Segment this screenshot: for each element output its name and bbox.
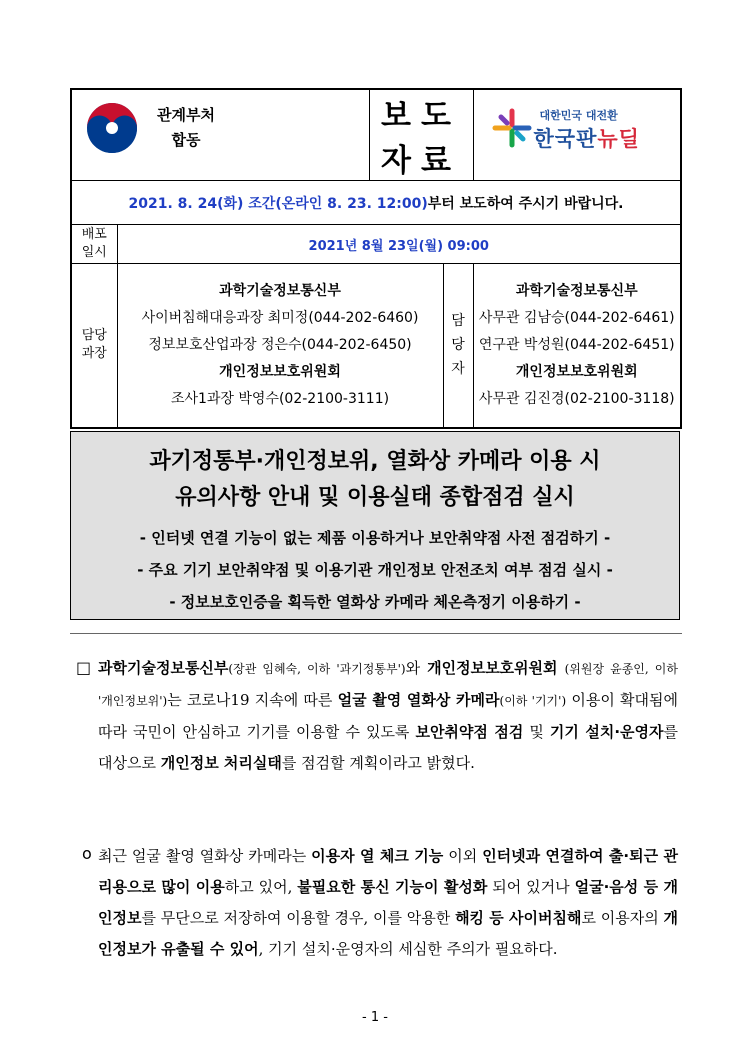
government-emblem-icon — [86, 102, 138, 154]
staff-label — [443, 264, 473, 428]
brand-name-part2: 뉴딜 — [597, 127, 640, 151]
staff-list — [473, 264, 681, 428]
text-run: 해킹 등 사이버침해 — [455, 909, 582, 927]
new-deal-brand — [473, 89, 681, 181]
staff-label-char: 자 — [451, 361, 465, 378]
page-number: - 1 - — [362, 1010, 388, 1025]
text-run: 이용자 열 체크 기능 — [311, 847, 444, 865]
text-run: 이외 — [443, 847, 483, 865]
text-run: 되어 있거나 — [487, 878, 575, 896]
brand-name-part1: 한국판 — [533, 127, 598, 151]
staff-entry: 사무관 김진경(02-2100-3118) — [478, 390, 675, 407]
document-title: 보도자료 — [369, 89, 473, 181]
staff-entry: 사무관 김남승(044-202-6461) — [478, 309, 675, 326]
managers-label-line2: 과장 — [81, 346, 107, 362]
text-run: 는 코로나19 지속에 따른 — [167, 691, 338, 709]
dept-line1: 관계부처 — [157, 106, 215, 124]
text-run: 개인정보 처리실태 — [160, 754, 282, 772]
embargo-notice — [71, 181, 681, 225]
text-run: 개인정보가 유출될 수 있어 — [98, 909, 678, 958]
headline-title-line1: 과기정통부·개인정보위, 열화상 카메라 이용 시 — [149, 449, 601, 474]
text-run: (위원장 윤종인, 이하 '개인정보위') — [98, 662, 678, 708]
text-run: (장관 임혜숙, 이하 '과기정통부') — [228, 662, 406, 676]
dept-line2: 합동 — [171, 131, 201, 149]
section-divider — [70, 633, 682, 634]
managers-list — [117, 264, 443, 428]
brand-tagline: 대한민국 대전환 — [539, 109, 618, 122]
header-table — [70, 88, 682, 429]
text-run: 이용이 확대됨에 따라 국민이 안심하고 기기를 이용할 수 있도록 — [98, 691, 678, 741]
circle-bullet-icon: o — [82, 844, 92, 863]
text-run: (이하 '기기') — [499, 694, 567, 708]
managers-label — [71, 264, 117, 428]
text-run: 를 대상으로 — [98, 723, 678, 772]
text-run: 를 점검할 계획이라고 밝혔다. — [281, 754, 475, 772]
distribution-label — [71, 225, 117, 264]
staff-label-char: 당 — [451, 337, 465, 354]
distribution-label-line1: 배포 — [81, 227, 107, 242]
text-run: 와 — [405, 659, 428, 677]
korean-new-deal-icon — [492, 108, 532, 148]
staff-org2: 개인정보보호위원회 — [515, 363, 638, 380]
body-paragraph-2 — [98, 841, 678, 965]
managers-label-line1: 담당 — [81, 328, 107, 344]
text-run: 얼굴 촬영 열화상 카메라 — [337, 691, 500, 709]
text-run: 를 무단으로 저장하여 이용할 경우, 이를 악용한 — [141, 909, 456, 927]
brand-name — [534, 123, 640, 153]
text-run: 얼굴·음성 등 개인정보 — [98, 878, 678, 927]
headline-subtitle: - 정보보호인증을 획득한 열화상 카메라 체온측정기 이용하기 - — [169, 593, 581, 611]
managers-org1: 과학기술정보통신부 — [219, 282, 341, 299]
text-run: 인터넷과 연결하여 출·퇴근 관리용으로 많이 이용 — [98, 847, 678, 896]
text-run: 개인정보보호위원회 — [427, 659, 558, 677]
staff-label-char: 담 — [451, 313, 465, 330]
text-run: 하고 있어, — [224, 878, 298, 896]
headline-title-line2: 유의사항 안내 및 이용실태 종합점검 실시 — [175, 485, 575, 510]
text-run: 로 이용자의 — [581, 909, 664, 927]
staff-entry: 연구관 박성원(044-202-6451) — [478, 336, 675, 353]
manager-entry: 정보보호산업과장 정은수(044-202-6450) — [148, 336, 412, 353]
ministry-department — [154, 103, 218, 153]
text-run — [558, 659, 565, 677]
text-run: , 기기 설치·운영자의 세심한 주의가 필요하다. — [258, 940, 558, 958]
square-bullet-icon: □ — [76, 658, 92, 677]
headline-subtitle: - 인터넷 연결 기능이 없는 제품 이용하거나 보안취약점 사전 점검하기 - — [139, 529, 611, 547]
manager-entry: 사이버침해대응과장 최미정(044-202-6460) — [141, 309, 419, 326]
distribution-label-line2: 일시 — [81, 245, 107, 260]
headline-box — [70, 431, 680, 620]
text-run: 불필요한 통신 기능이 활성화 — [297, 878, 488, 896]
distribution-date: 2021년 8월 23일(월) 09:00 — [117, 225, 681, 264]
text-run: 최근 얼굴 촬영 열화상 카메라는 — [98, 847, 312, 865]
body-paragraph-1 — [98, 653, 678, 779]
text-run: 기기 설치·운영자 — [549, 723, 664, 741]
text-run: 보안취약점 점검 — [415, 723, 524, 741]
manager-entry: 조사1과장 박영수(02-2100-3111) — [170, 390, 390, 407]
embargo-date: 2021. 8. 24(화) 조간(온라인 8. 23. 12:00) — [128, 195, 428, 212]
text-run: 과학기술정보통신부 — [98, 659, 229, 677]
managers-org2: 개인정보보호위원회 — [219, 363, 341, 380]
embargo-text: 부터 보도하여 주시기 바랍니다. — [427, 195, 624, 212]
ministry-logo-cell — [71, 89, 369, 181]
staff-org1: 과학기술정보통신부 — [515, 282, 638, 299]
text-run: 및 — [523, 723, 550, 741]
headline-subtitle: - 주요 기기 보안취약점 및 이용기관 개인정보 안전조치 여부 점검 실시 - — [137, 561, 613, 579]
